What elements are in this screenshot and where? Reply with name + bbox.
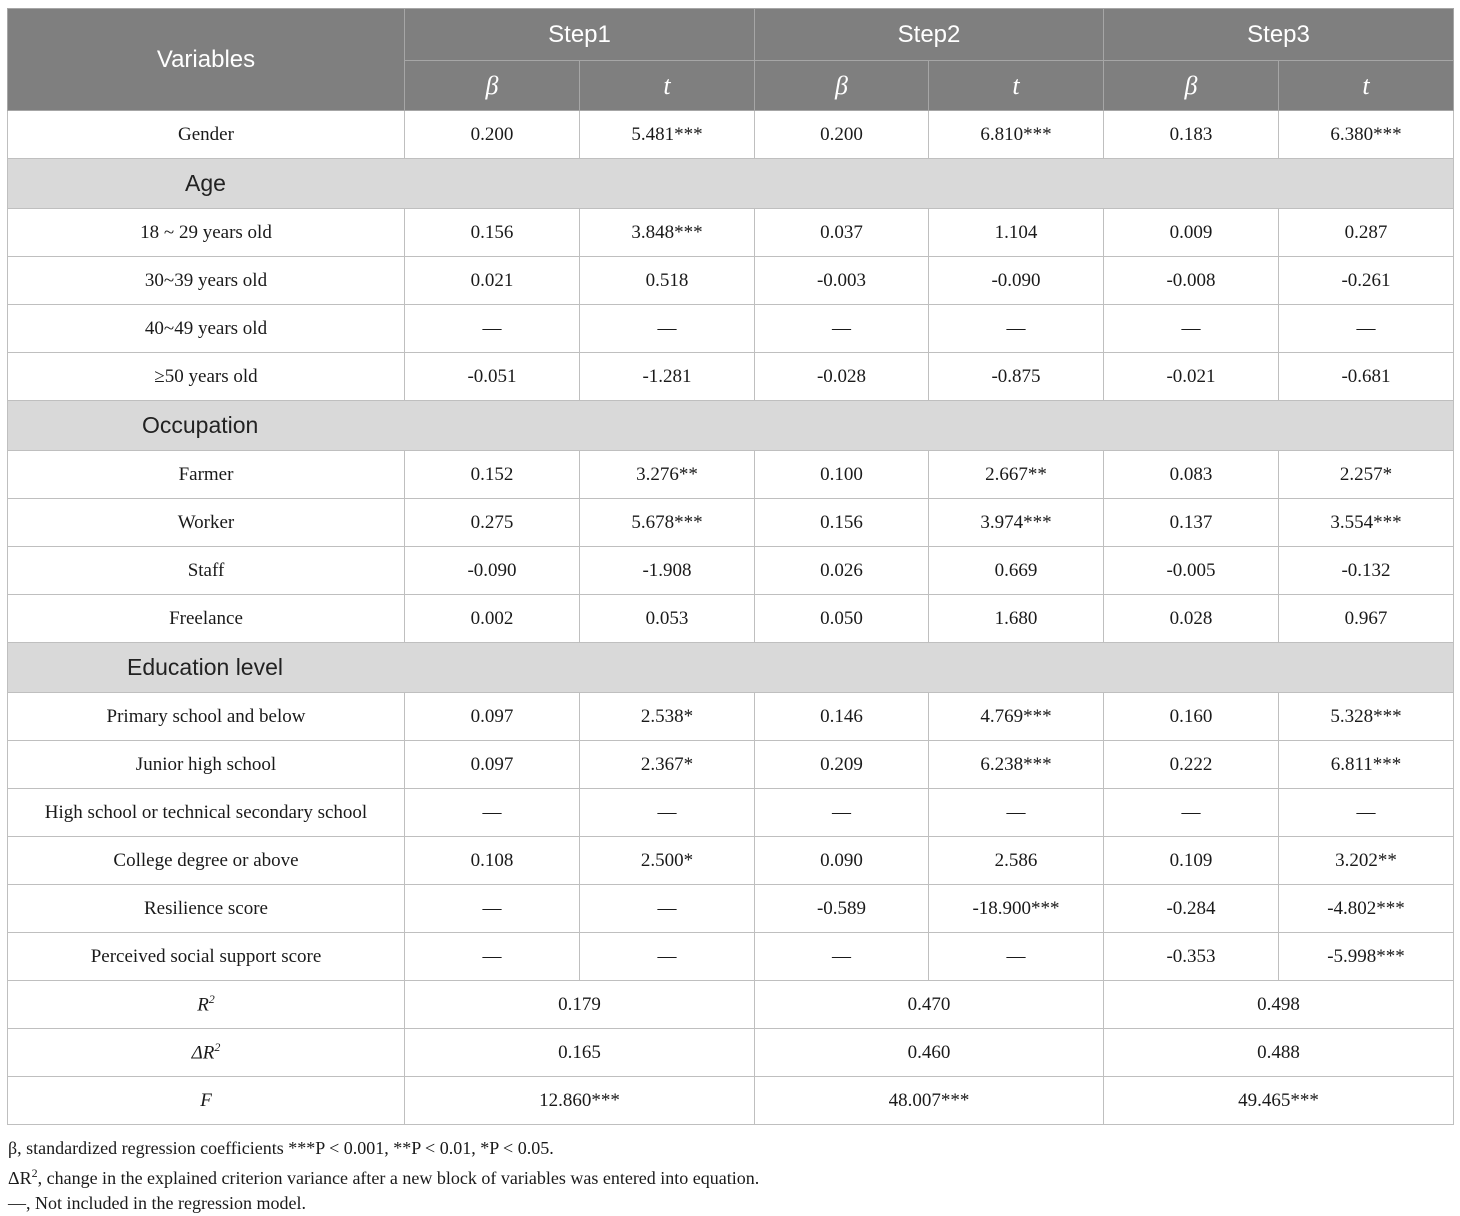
cell: 0.100 (755, 451, 929, 499)
regression-table (7, 8, 1454, 1125)
footnote-beta: β, standardized regression coefficients ***P < 0.001, **P < 0.01, *P < 0.05. (8, 1138, 554, 1158)
header-beta: β (755, 61, 929, 111)
table-row (8, 741, 1454, 789)
cell: 6.811*** (1279, 741, 1454, 789)
cell: -18.900*** (929, 885, 1104, 933)
row-label: Staff (8, 547, 405, 595)
cell: 0.109 (1104, 837, 1279, 885)
cell: — (929, 305, 1104, 353)
cell: 0.137 (1104, 499, 1279, 547)
cell: -0.353 (1104, 933, 1279, 981)
table-body (8, 111, 1454, 1125)
cell: -0.008 (1104, 257, 1279, 305)
cell: 0.222 (1104, 741, 1279, 789)
cell: 0.156 (405, 209, 580, 257)
cell: -0.003 (755, 257, 929, 305)
row-label: Perceived social support score (8, 933, 405, 981)
table-row (8, 595, 1454, 643)
cell: -0.005 (1104, 547, 1279, 595)
cell: 2.667** (929, 451, 1104, 499)
group-label: Age (185, 170, 226, 196)
cell: 0.146 (755, 693, 929, 741)
cell: 0.183 (1104, 111, 1279, 159)
cell: 0.108 (405, 837, 580, 885)
cell: -1.281 (580, 353, 755, 401)
cell: 0.090 (755, 837, 929, 885)
row-label: Farmer (8, 451, 405, 499)
summary-row-r2 (8, 981, 1454, 1029)
cell: -0.284 (1104, 885, 1279, 933)
cell: -0.875 (929, 353, 1104, 401)
table-row (8, 837, 1454, 885)
row-label: 30~39 years old (8, 257, 405, 305)
cell: -0.090 (929, 257, 1104, 305)
table-row (8, 693, 1454, 741)
cell: — (755, 789, 929, 837)
cell: — (1279, 305, 1454, 353)
cell: — (929, 933, 1104, 981)
cell: 4.769*** (929, 693, 1104, 741)
header-step2: Step2 (755, 9, 1104, 61)
cell: 0.200 (405, 111, 580, 159)
cell: 3.974*** (929, 499, 1104, 547)
cell: 0.097 (405, 741, 580, 789)
cell: — (580, 789, 755, 837)
cell: 0.200 (755, 111, 929, 159)
table-row (8, 257, 1454, 305)
row-label: Worker (8, 499, 405, 547)
header-t: t (929, 61, 1104, 111)
row-label: Junior high school (8, 741, 405, 789)
cell: -0.681 (1279, 353, 1454, 401)
cell: 0.037 (755, 209, 929, 257)
table-row (8, 933, 1454, 981)
cell: 0.026 (755, 547, 929, 595)
cell: — (405, 885, 580, 933)
row-label: F (8, 1077, 405, 1125)
cell: 0.028 (1104, 595, 1279, 643)
cell: 2.257* (1279, 451, 1454, 499)
cell: 0.156 (755, 499, 929, 547)
cell: 0.470 (755, 981, 1104, 1029)
cell: 0.518 (580, 257, 755, 305)
table-row (8, 209, 1454, 257)
row-label: College degree or above (8, 837, 405, 885)
cell: 5.328*** (1279, 693, 1454, 741)
cell: 0.097 (405, 693, 580, 741)
row-label: High school or technical secondary school (8, 789, 405, 837)
cell: 0.460 (755, 1029, 1104, 1077)
cell: 3.202** (1279, 837, 1454, 885)
header-beta: β (1104, 61, 1279, 111)
table-header (8, 9, 1454, 111)
cell: 2.538* (580, 693, 755, 741)
cell: 2.586 (929, 837, 1104, 885)
cell: 6.380*** (1279, 111, 1454, 159)
cell: 0.152 (405, 451, 580, 499)
cell: 6.810*** (929, 111, 1104, 159)
group-label: Education level (127, 654, 283, 680)
row-label: 18 ~ 29 years old (8, 209, 405, 257)
cell: 3.554*** (1279, 499, 1454, 547)
cell: 0.002 (405, 595, 580, 643)
cell: 6.238*** (929, 741, 1104, 789)
table-row (8, 789, 1454, 837)
table-row (8, 499, 1454, 547)
cell: 0.498 (1104, 981, 1454, 1029)
cell: -0.021 (1104, 353, 1279, 401)
row-label: ≥50 years old (8, 353, 405, 401)
table-row (8, 451, 1454, 499)
cell: 3.276** (580, 451, 755, 499)
cell: — (580, 885, 755, 933)
header-beta: β (405, 61, 580, 111)
footnote-delta-r2: $\Delta R^2$, change in the explained criterion variance after a new block of variables was entered into equation. (8, 1166, 760, 1188)
cell: 2.367* (580, 741, 755, 789)
row-label: Primary school and below (8, 693, 405, 741)
group-row-occupation (8, 401, 1454, 451)
cell: 0.287 (1279, 209, 1454, 257)
cell: — (1104, 305, 1279, 353)
cell: -0.028 (755, 353, 929, 401)
cell: — (755, 305, 929, 353)
group-row-age (8, 159, 1454, 209)
row-label: Gender (8, 111, 405, 159)
group-row-education (8, 643, 1454, 693)
cell: — (580, 305, 755, 353)
row-label: Resilience score (8, 885, 405, 933)
header-step3: Step3 (1104, 9, 1454, 61)
table-footnotes (8, 1136, 759, 1216)
cell: -0.090 (405, 547, 580, 595)
table-row (8, 111, 1454, 159)
summary-row-delta-r2 (8, 1029, 1454, 1077)
cell: — (405, 789, 580, 837)
cell: 5.678*** (580, 499, 755, 547)
cell: 0.009 (1104, 209, 1279, 257)
cell: — (1104, 789, 1279, 837)
header-step1: Step1 (405, 9, 755, 61)
cell: 0.050 (755, 595, 929, 643)
group-label: Occupation (142, 412, 259, 438)
cell: 2.500* (580, 837, 755, 885)
cell: 12.860*** (405, 1077, 755, 1125)
cell: 1.104 (929, 209, 1104, 257)
cell: 48.007*** (755, 1077, 1104, 1125)
row-label: $R^2$ (8, 981, 405, 1029)
cell: 0.209 (755, 741, 929, 789)
cell: 0.275 (405, 499, 580, 547)
header-t: t (1279, 61, 1454, 111)
cell: — (1279, 789, 1454, 837)
cell: 0.967 (1279, 595, 1454, 643)
cell: 49.465*** (1104, 1077, 1454, 1125)
cell: -0.589 (755, 885, 929, 933)
cell: 0.669 (929, 547, 1104, 595)
cell: 0.160 (1104, 693, 1279, 741)
row-label: $\Delta R^2$ (8, 1029, 405, 1077)
cell: -0.261 (1279, 257, 1454, 305)
table-row (8, 305, 1454, 353)
cell: 0.053 (580, 595, 755, 643)
row-label: 40~49 years old (8, 305, 405, 353)
header-t: t (580, 61, 755, 111)
table-row (8, 353, 1454, 401)
cell: 0.083 (1104, 451, 1279, 499)
summary-row-f (8, 1077, 1454, 1125)
cell: -0.132 (1279, 547, 1454, 595)
cell: 0.165 (405, 1029, 755, 1077)
table-row (8, 547, 1454, 595)
cell: 0.179 (405, 981, 755, 1029)
cell: — (755, 933, 929, 981)
cell: 3.848*** (580, 209, 755, 257)
cell: 1.680 (929, 595, 1104, 643)
cell: -4.802*** (1279, 885, 1454, 933)
cell: — (405, 933, 580, 981)
cell: — (405, 305, 580, 353)
cell: 0.488 (1104, 1029, 1454, 1077)
footnote-dash: —, Not included in the regression model. (8, 1193, 306, 1213)
header-variables: Variables (8, 9, 405, 111)
row-label: Freelance (8, 595, 405, 643)
table-row (8, 885, 1454, 933)
cell: 5.481*** (580, 111, 755, 159)
cell: — (580, 933, 755, 981)
cell: 0.021 (405, 257, 580, 305)
cell: — (929, 789, 1104, 837)
cell: -5.998*** (1279, 933, 1454, 981)
cell: -1.908 (580, 547, 755, 595)
cell: -0.051 (405, 353, 580, 401)
